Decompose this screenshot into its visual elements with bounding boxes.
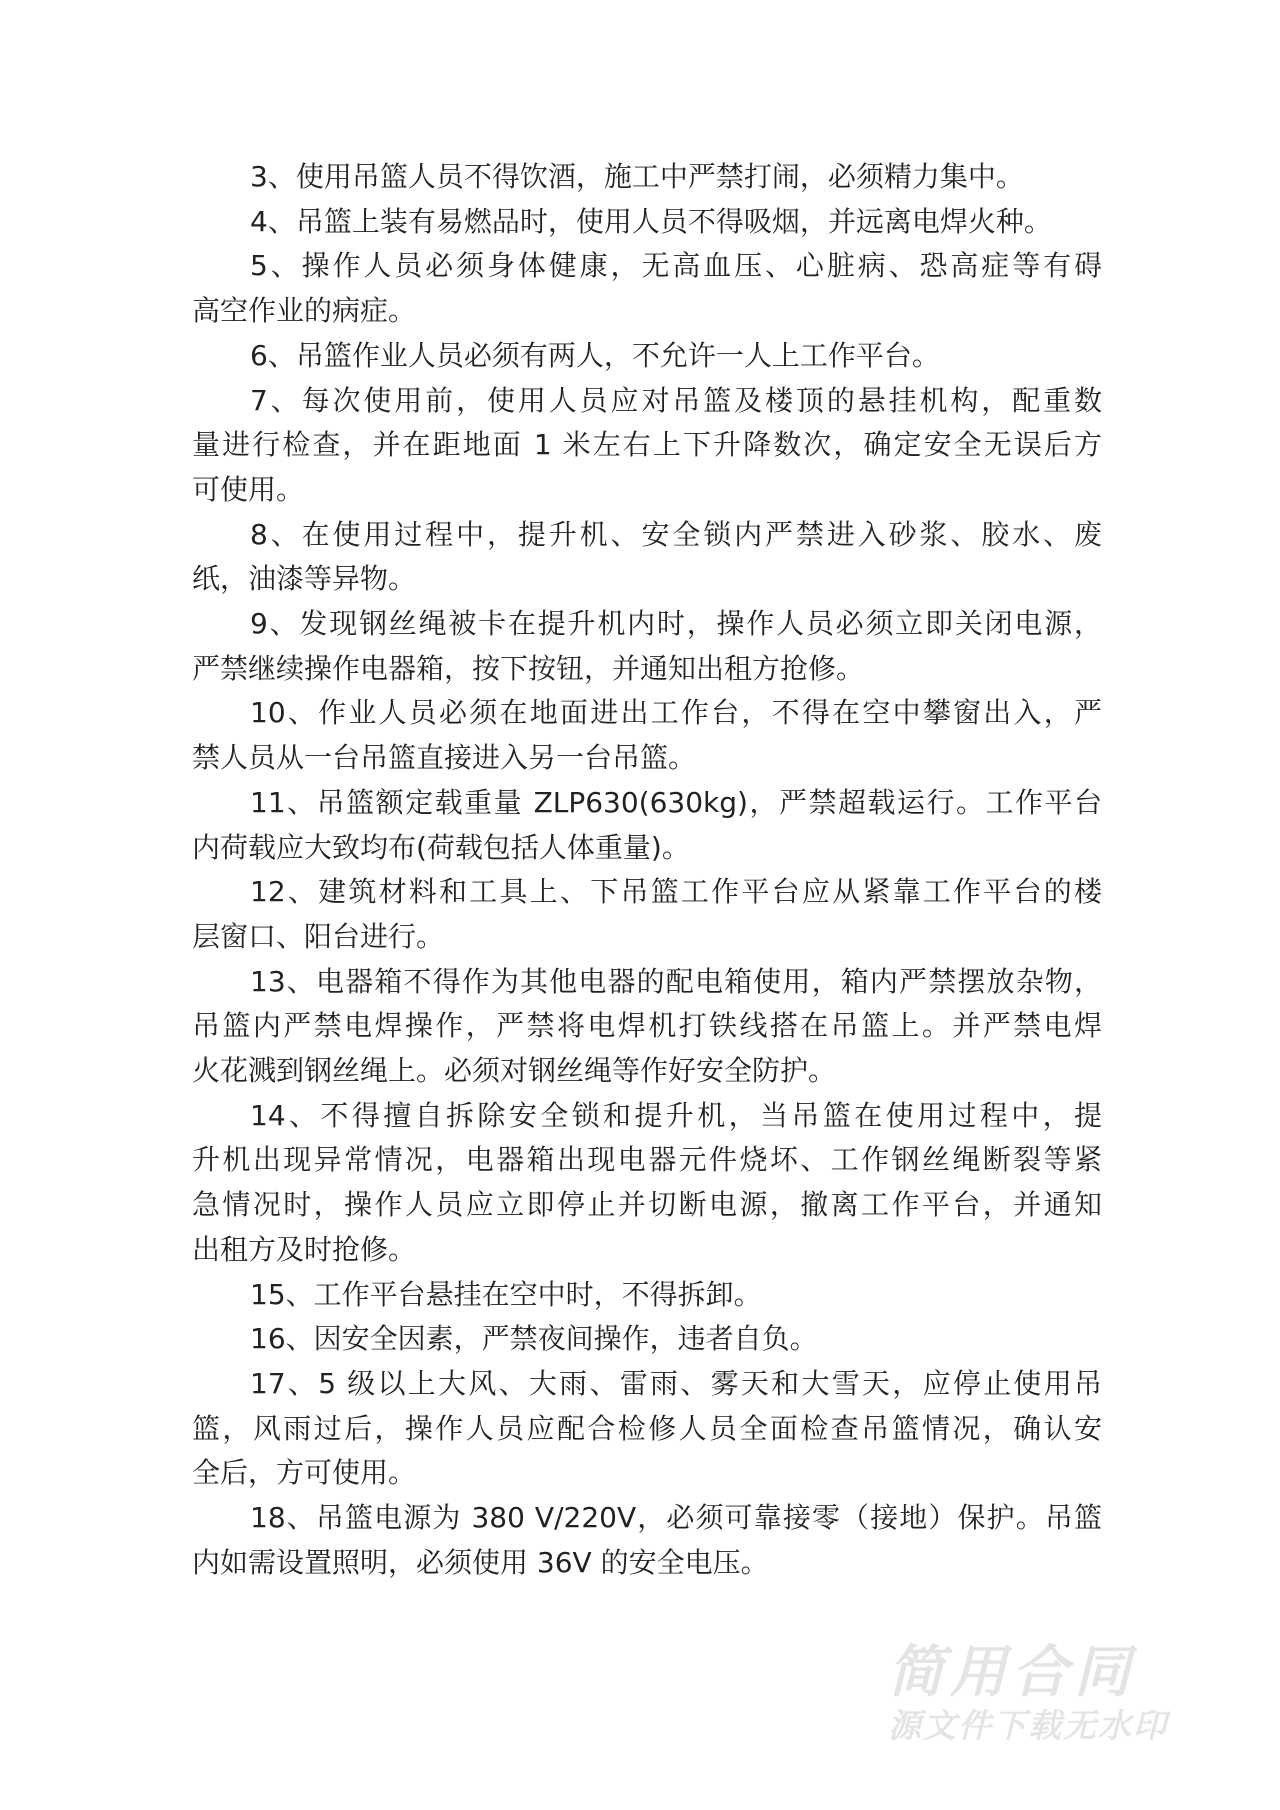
watermark-subtitle: 源文件下载无水印	[888, 1706, 1168, 1745]
paragraph-line: 层窗口、阳台进行。	[192, 919, 445, 953]
rule-paragraph	[192, 334, 1102, 379]
rule-paragraph	[192, 1273, 1102, 1318]
paragraph-line: 禁人员从一台吊篮直接进入另一台吊篮。	[192, 741, 697, 775]
paragraph-line: 内荷载应大致均布(荷载包括人体重量)。	[192, 830, 690, 864]
rule-paragraph	[192, 1496, 1102, 1585]
paragraph-line: 纸，油漆等异物。	[192, 562, 417, 596]
rule-paragraph	[192, 781, 1102, 870]
paragraph-line: 4、吊篮上装有易燃品时，使用人员不得吸烟，并远离电焊火种。	[250, 204, 1052, 238]
rule-paragraph	[192, 1362, 1102, 1496]
paragraph-line: 10、作业人员必须在地面进出工作台，不得在空中攀窗出入，严	[250, 696, 1102, 730]
rule-paragraph	[192, 960, 1102, 1094]
paragraph-line: 15、工作平台悬挂在空中时，不得拆卸。	[250, 1277, 762, 1311]
paragraph-line: 14、不得擅自拆除安全锁和提升机，当吊篮在使用过程中，提	[250, 1098, 1102, 1132]
rule-paragraph	[192, 200, 1102, 245]
paragraph-line: 5、操作人员必须身体健康，无高血压、心脏病、恐高症等有碍	[250, 249, 1102, 283]
rule-paragraph	[192, 1094, 1102, 1273]
document-body	[192, 155, 1102, 1586]
paragraph-line: 高空作业的病症。	[192, 294, 417, 328]
rule-paragraph	[192, 691, 1102, 780]
paragraph-line: 13、电器箱不得作为其他电器的配电箱使用，箱内严禁摆放杂物，	[250, 964, 1102, 998]
watermark-title: 简用合同	[888, 1640, 1136, 1705]
paragraph-line: 内如需设置照明，必须使用 36V 的安全电压。	[192, 1545, 769, 1579]
paragraph-line: 12、建筑材料和工具上、下吊篮工作平台应从紧靠工作平台的楼	[250, 875, 1102, 909]
paragraph-line: 急情况时，操作人员应立即停止并切断电源，撤离工作平台，并通知	[192, 1188, 1102, 1222]
paragraph-line: 篮，风雨过后，操作人员应配合检修人员全面检查吊篮情况，确认安	[192, 1411, 1102, 1445]
rule-paragraph	[192, 379, 1102, 513]
paragraph-line: 升机出现异常情况，电器箱出现电器元件烧坏、工作钢丝绳断裂等紧	[192, 1143, 1102, 1177]
paragraph-line: 8、在使用过程中，提升机、安全锁内严禁进入砂浆、胶水、废	[250, 517, 1102, 551]
paragraph-line: 7、每次使用前，使用人员应对吊篮及楼顶的悬挂机构，配重数	[250, 383, 1102, 417]
paragraph-line: 9、发现钢丝绳被卡在提升机内时，操作人员必须立即关闭电源，	[250, 607, 1102, 641]
rule-paragraph	[192, 244, 1102, 333]
paragraph-line: 吊篮内严禁电焊操作，严禁将电焊机打铁线搭在吊篮上。并严禁电焊	[192, 1009, 1102, 1043]
paragraph-line: 18、吊篮电源为 380 V/220V，必须可靠接零（接地）保护。吊篮	[250, 1501, 1102, 1535]
paragraph-line: 16、因安全因素，严禁夜间操作，违者自负。	[250, 1322, 818, 1356]
paragraph-line: 全后，方可使用。	[192, 1456, 417, 1490]
rule-paragraph	[192, 870, 1102, 959]
paragraph-line: 11、吊篮额定载重量 ZLP630(630kg)，严禁超载运行。工作平台	[250, 785, 1102, 819]
paragraph-line: 火花溅到钢丝绳上。必须对钢丝绳等作好安全防护。	[192, 1054, 837, 1088]
rule-paragraph	[192, 1317, 1102, 1362]
rule-paragraph	[192, 602, 1102, 691]
paragraph-line: 17、5 级以上大风、大雨、雷雨、雾天和大雪天，应停止使用吊	[250, 1366, 1102, 1400]
paragraph-line: 可使用。	[192, 472, 305, 506]
paragraph-line: 3、使用吊篮人员不得饮酒，施工中严禁打闹，必须精力集中。	[250, 160, 1024, 193]
paragraph-line: 出租方及时抢修。	[192, 1232, 417, 1266]
rule-paragraph	[192, 513, 1102, 602]
paragraph-line: 量进行检查，并在距地面 1 米左右上下升降数次，确定安全无误后方	[192, 428, 1102, 462]
rule-paragraph	[192, 155, 1102, 200]
paragraph-line: 6、吊篮作业人员必须有两人，不允许一人上工作平台。	[250, 338, 940, 372]
paragraph-line: 严禁继续操作电器箱，按下按钮，并通知出租方抢修。	[192, 651, 865, 685]
